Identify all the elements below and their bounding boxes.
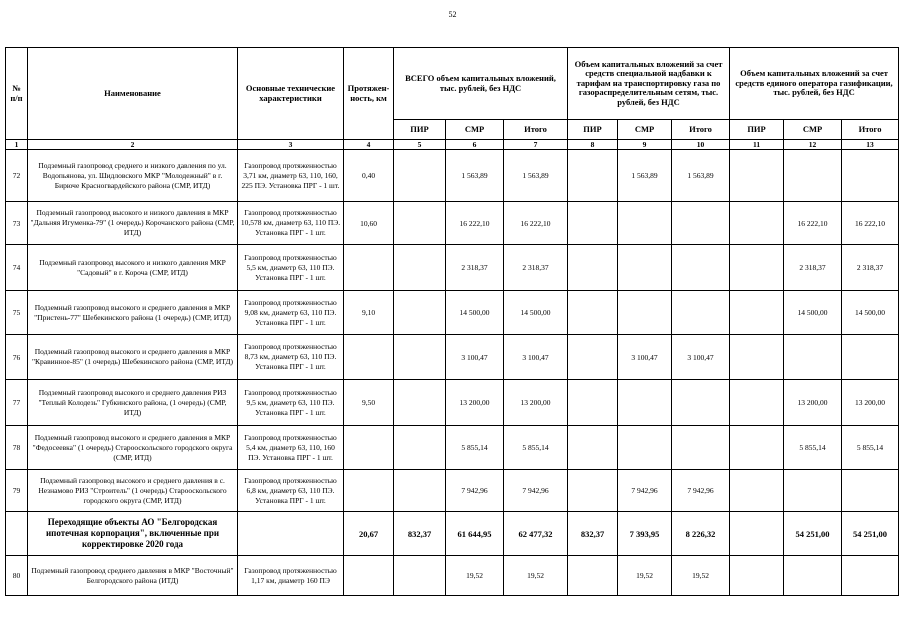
table-row — [6, 335, 899, 380]
operator-smr — [784, 335, 842, 380]
column-number: 10 — [672, 140, 730, 150]
operator-smr: 2 318,37 — [784, 245, 842, 291]
tariff-pir — [568, 202, 618, 245]
column-number: 7 — [504, 140, 568, 150]
summary-row — [6, 512, 899, 556]
tariff-itogo: 7 942,96 — [672, 470, 730, 512]
tariff-smr — [618, 426, 672, 470]
tariff-pir — [568, 291, 618, 335]
row-number: 78 — [6, 426, 28, 470]
operator-itogo — [842, 556, 899, 596]
subheader-pir: ПИР — [730, 120, 784, 140]
summary-name: Переходящие объекты АО "Белгородская ипотечная корпорация", включенные при корректировке 2020 года — [28, 512, 238, 556]
tariff-pir — [568, 245, 618, 291]
table-row — [6, 556, 899, 596]
row-length — [344, 556, 394, 596]
total-pir — [394, 245, 446, 291]
column-number-row — [6, 140, 899, 150]
operator-pir — [730, 380, 784, 426]
tariff-itogo — [672, 380, 730, 426]
total-pir — [394, 426, 446, 470]
header-operator: Объем капитальных вложений за счет средств единого оператора газификации, тыс. рублей, без НДС — [730, 48, 899, 120]
total-itogo: 2 318,37 — [504, 245, 568, 291]
tariff-itogo: 19,52 — [672, 556, 730, 596]
total-pir — [394, 470, 446, 512]
row-number: 76 — [6, 335, 28, 380]
tariff-pir — [568, 150, 618, 202]
tariff-smr — [618, 245, 672, 291]
row-length — [344, 426, 394, 470]
summary-tariff-smr: 7 393,95 — [618, 512, 672, 556]
tariff-itogo — [672, 202, 730, 245]
total-itogo: 13 200,00 — [504, 380, 568, 426]
operator-itogo — [842, 470, 899, 512]
operator-smr: 13 200,00 — [784, 380, 842, 426]
operator-pir — [730, 426, 784, 470]
total-smr: 7 942,96 — [446, 470, 504, 512]
tariff-itogo — [672, 245, 730, 291]
total-itogo: 3 100,47 — [504, 335, 568, 380]
header-length: Протяжен-ность, км — [344, 48, 394, 140]
column-number: 13 — [842, 140, 899, 150]
row-number: 74 — [6, 245, 28, 291]
column-number: 4 — [344, 140, 394, 150]
subheader-pir: ПИР — [394, 120, 446, 140]
operator-pir — [730, 470, 784, 512]
column-number: 12 — [784, 140, 842, 150]
row-length — [344, 335, 394, 380]
total-itogo: 16 222,10 — [504, 202, 568, 245]
summary-tech — [238, 512, 344, 556]
column-number: 5 — [394, 140, 446, 150]
tariff-pir — [568, 470, 618, 512]
header-tariff: Объем капитальных вложений за счет средств специальной надбавки к тарифам на транспортировку газа по газораспределительным сетям, тыс. рублей, без НДС — [568, 48, 730, 120]
total-pir — [394, 202, 446, 245]
tariff-smr: 3 100,47 — [618, 335, 672, 380]
row-number: 80 — [6, 556, 28, 596]
row-tech: Газопровод протяженностью 5,4 км, диаметр 63, 110, 160 ПЭ. Установка ПРГ - 1 шт. — [238, 426, 344, 470]
row-number: 77 — [6, 380, 28, 426]
summary-total-itogo: 62 477,32 — [504, 512, 568, 556]
column-number: 9 — [618, 140, 672, 150]
column-number: 6 — [446, 140, 504, 150]
row-length — [344, 470, 394, 512]
row-name: Подземный газопровод высокого и среднего давления в с. Незнамово РИЗ "Строитель" (1 очередь) Старооскольского городского округа (СМР, ИТД) — [28, 470, 238, 512]
operator-pir — [730, 150, 784, 202]
operator-itogo: 13 200,00 — [842, 380, 899, 426]
operator-itogo: 14 500,00 — [842, 291, 899, 335]
row-name: Подземный газопровод высокого и низкого давления в МКР "Дальняя Игуменка-79" (1 очередь) Корочанского района (СМР, ИТД) — [28, 202, 238, 245]
row-tech: Газопровод протяженностью 6,8 км, диаметр 63, 110 ПЭ. Установка ПРГ - 1 шт. — [238, 470, 344, 512]
row-length: 10,60 — [344, 202, 394, 245]
subheader-smr: СМР — [446, 120, 504, 140]
operator-pir — [730, 556, 784, 596]
row-tech: Газопровод протяженностью 9,08 км, диаметр 63, 110 ПЭ. Установка ПРГ - 1 шт. — [238, 291, 344, 335]
row-name: Подземный газопровод высокого и среднего давления в МКР "Пристень-77" Шебекинского района (1 очередь) (СМР, ИТД) — [28, 291, 238, 335]
total-smr: 16 222,10 — [446, 202, 504, 245]
row-number: 75 — [6, 291, 28, 335]
subheader-itogo: Итого — [672, 120, 730, 140]
subheader-pir: ПИР — [568, 120, 618, 140]
tariff-smr — [618, 380, 672, 426]
operator-pir — [730, 291, 784, 335]
total-smr: 5 855,14 — [446, 426, 504, 470]
total-itogo: 1 563,89 — [504, 150, 568, 202]
row-tech: Газопровод протяженностью 3,71 км, диаметр 63, 110, 160, 225 ПЭ. Установка ПРГ - 1 шт. — [238, 150, 344, 202]
table-row — [6, 150, 899, 202]
table-row — [6, 245, 899, 291]
investment-table — [5, 47, 899, 596]
tariff-pir — [568, 380, 618, 426]
operator-smr: 14 500,00 — [784, 291, 842, 335]
row-name: Подземный газопровод высокого и среднего давления в МКР "Федосеевка" (1 очередь) Старооскольского городского округа (СМР, ИТД) — [28, 426, 238, 470]
header-name: Наименование — [28, 48, 238, 140]
operator-itogo: 16 222,10 — [842, 202, 899, 245]
column-number: 2 — [28, 140, 238, 150]
total-pir — [394, 291, 446, 335]
summary-total-smr: 61 644,95 — [446, 512, 504, 556]
row-tech: Газопровод протяженностью 5,5 км, диаметр 63, 110 ПЭ. Установка ПРГ - 1 шт. — [238, 245, 344, 291]
operator-smr — [784, 470, 842, 512]
column-number: 1 — [6, 140, 28, 150]
operator-pir — [730, 202, 784, 245]
summary-num — [6, 512, 28, 556]
tariff-pir — [568, 426, 618, 470]
total-smr: 13 200,00 — [446, 380, 504, 426]
row-tech: Газопровод протяженностью 9,5 км, диаметр 63, 110 ПЭ. Установка ПРГ - 1 шт. — [238, 380, 344, 426]
header-tech: Основные технические характеристики — [238, 48, 344, 140]
subheader-smr: СМР — [618, 120, 672, 140]
summary-operator-pir — [730, 512, 784, 556]
operator-smr: 16 222,10 — [784, 202, 842, 245]
row-name: Подземный газопровод высокого и среднего давления в МКР "Кравинное-85" (1 очередь) Шебекинского района (СМР, ИТД) — [28, 335, 238, 380]
operator-pir — [730, 245, 784, 291]
tariff-smr: 1 563,89 — [618, 150, 672, 202]
total-pir — [394, 335, 446, 380]
subheader-itogo: Итого — [504, 120, 568, 140]
total-itogo: 7 942,96 — [504, 470, 568, 512]
tariff-itogo — [672, 291, 730, 335]
row-name: Подземный газопровод высокого и низкого давления МКР "Садовый" в г. Короча (СМР, ИТД) — [28, 245, 238, 291]
header-row — [6, 48, 899, 120]
operator-pir — [730, 335, 784, 380]
tariff-pir — [568, 335, 618, 380]
row-length — [344, 245, 394, 291]
total-pir — [394, 556, 446, 596]
table-row — [6, 426, 899, 470]
table-row — [6, 470, 899, 512]
column-number: 11 — [730, 140, 784, 150]
subheader-smr: СМР — [784, 120, 842, 140]
summary-operator-itogo: 54 251,00 — [842, 512, 899, 556]
summary-tariff-pir: 832,37 — [568, 512, 618, 556]
total-itogo: 14 500,00 — [504, 291, 568, 335]
column-number: 3 — [238, 140, 344, 150]
total-smr: 19,52 — [446, 556, 504, 596]
operator-smr — [784, 150, 842, 202]
row-name: Подземный газопровод высокого и среднего давления РИЗ "Теплый Колодезь" Губкинского района, (1 очередь) (СМР, ИТД) — [28, 380, 238, 426]
total-pir — [394, 150, 446, 202]
row-number: 79 — [6, 470, 28, 512]
row-number: 73 — [6, 202, 28, 245]
total-smr: 14 500,00 — [446, 291, 504, 335]
row-tech: Газопровод протяженностью 8,73 км, диаметр 63, 110 ПЭ. Установка ПРГ - 1 шт. — [238, 335, 344, 380]
tariff-pir — [568, 556, 618, 596]
operator-smr: 5 855,14 — [784, 426, 842, 470]
header-num: № п/п — [6, 48, 28, 140]
summary-total-pir: 832,37 — [394, 512, 446, 556]
tariff-itogo: 1 563,89 — [672, 150, 730, 202]
total-itogo: 5 855,14 — [504, 426, 568, 470]
tariff-smr — [618, 202, 672, 245]
tariff-smr: 19,52 — [618, 556, 672, 596]
row-name: Подземный газопровод среднего и низкого давления по ул. Водопьянова, ул. Шидловского МКР "Молодежный" в г. Бирюче Красногвардейского района (СМР, ИТД) — [28, 150, 238, 202]
total-itogo: 19,52 — [504, 556, 568, 596]
row-tech: Газопровод протяженностью 10,578 км, диаметр 63, 110 ПЭ. Установка ПРГ - 1 шт. — [238, 202, 344, 245]
subheader-itogo: Итого — [842, 120, 899, 140]
operator-itogo: 2 318,37 — [842, 245, 899, 291]
column-number: 8 — [568, 140, 618, 150]
summary-operator-smr: 54 251,00 — [784, 512, 842, 556]
header-total: ВСЕГО объем капитальных вложений, тыс. рублей, без НДС — [394, 48, 568, 120]
total-smr: 1 563,89 — [446, 150, 504, 202]
operator-smr — [784, 556, 842, 596]
summary-length: 20,67 — [344, 512, 394, 556]
table-row — [6, 380, 899, 426]
row-length: 9,50 — [344, 380, 394, 426]
row-length: 9,10 — [344, 291, 394, 335]
table-row — [6, 202, 899, 245]
total-pir — [394, 380, 446, 426]
tariff-smr: 7 942,96 — [618, 470, 672, 512]
row-length: 0,40 — [344, 150, 394, 202]
page-number: 52 — [448, 10, 457, 19]
total-smr: 2 318,37 — [446, 245, 504, 291]
row-number: 72 — [6, 150, 28, 202]
operator-itogo — [842, 335, 899, 380]
tariff-itogo — [672, 426, 730, 470]
row-name: Подземный газопровод среднего давления в МКР "Восточный" Белгородского района (ИТД) — [28, 556, 238, 596]
tariff-itogo: 3 100,47 — [672, 335, 730, 380]
tariff-smr — [618, 291, 672, 335]
operator-itogo: 5 855,14 — [842, 426, 899, 470]
total-smr: 3 100,47 — [446, 335, 504, 380]
summary-tariff-itogo: 8 226,32 — [672, 512, 730, 556]
table-row — [6, 291, 899, 335]
row-tech: Газопровод протяженностью 1,17 км, диаметр 160 ПЭ — [238, 556, 344, 596]
operator-itogo — [842, 150, 899, 202]
